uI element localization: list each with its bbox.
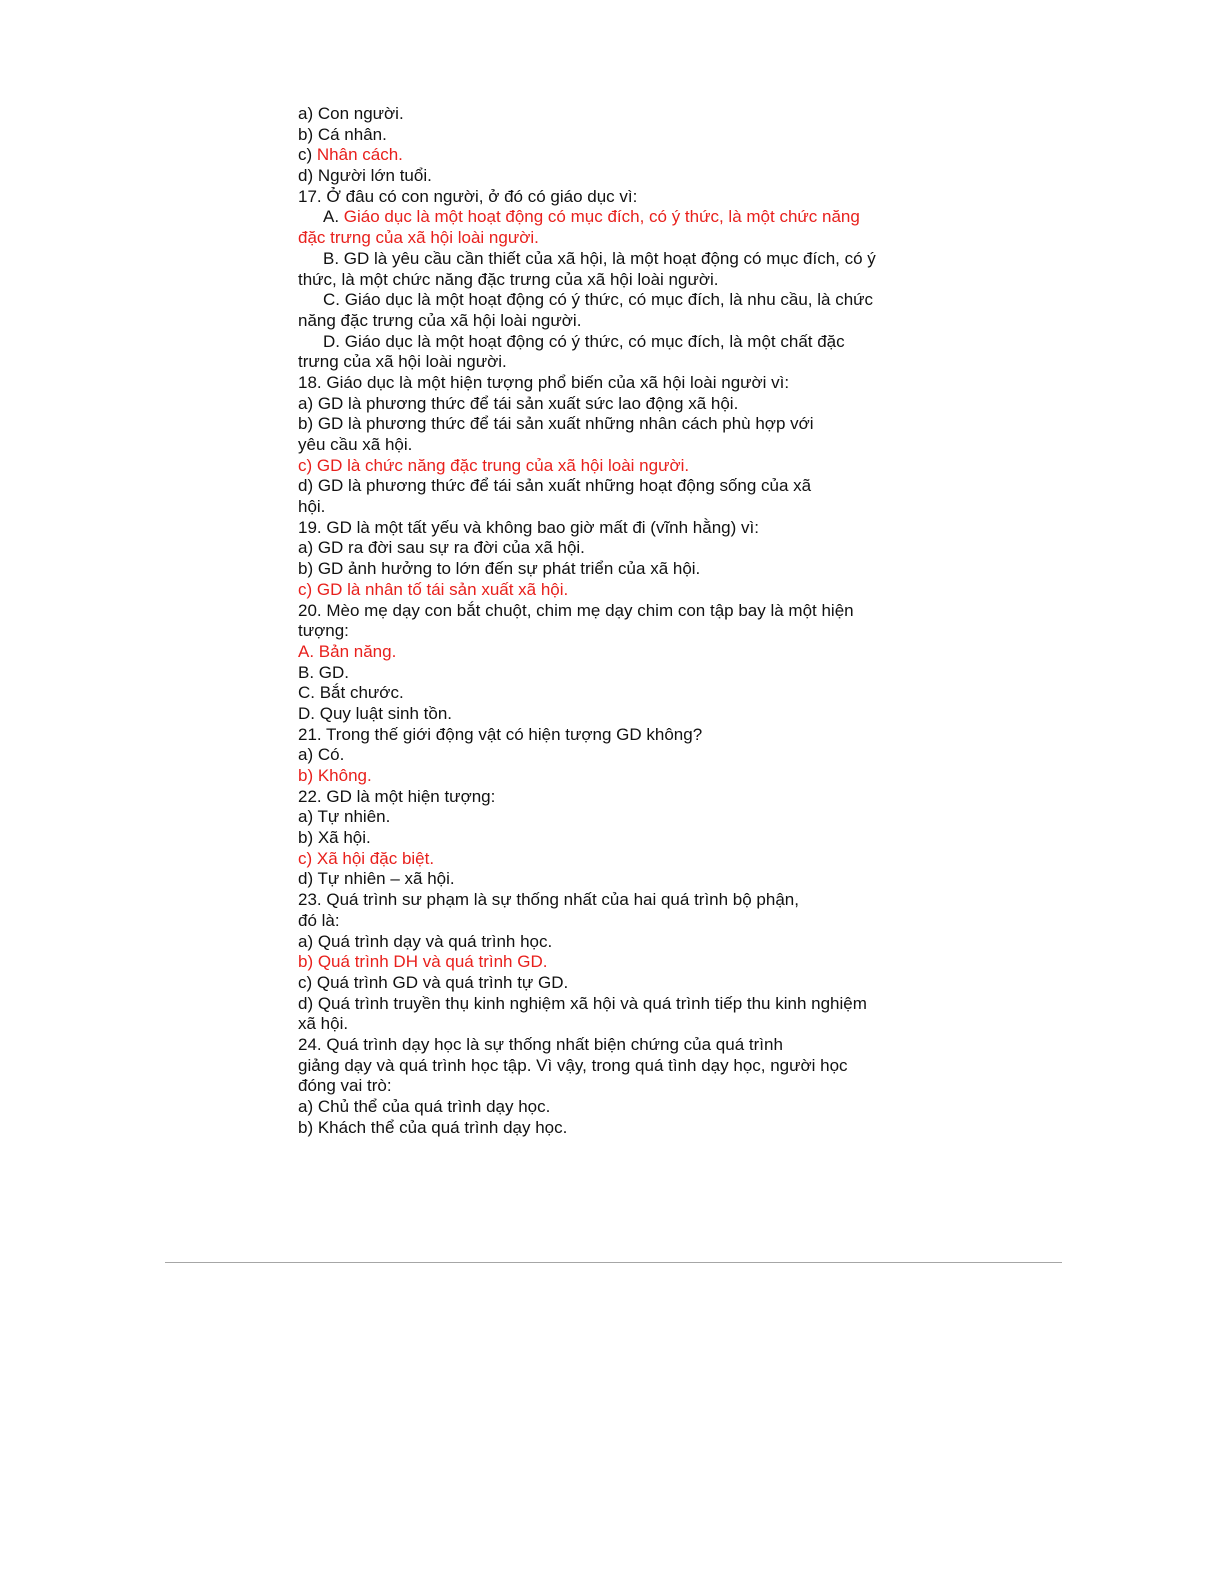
text-line: a) Tự nhiên. xyxy=(298,807,391,827)
text-line: b) Xã hội. xyxy=(298,828,371,848)
line-prefix: c) xyxy=(298,145,317,165)
text-line: d) Tự nhiên – xã hội. xyxy=(298,869,455,889)
highlighted-answer: Giáo dục là một hoạt động có mục đích, có ý thức, là một chức năng xyxy=(343,207,860,227)
highlighted-answer: Nhân cách. xyxy=(316,145,403,165)
text-line: hội. xyxy=(298,497,326,517)
text-line: 19. GD là một tất yếu và không bao giờ mất đi (vĩnh hằng) vì: xyxy=(298,517,759,537)
text-line: đó là: xyxy=(298,910,340,930)
text-line: yêu cầu xã hội. xyxy=(298,435,413,454)
line-prefix: A. xyxy=(323,207,344,227)
text-line: b) Quá trình DH và quá trình GD. xyxy=(298,952,548,972)
text-line: tượng: xyxy=(298,621,349,641)
text-line: trưng của xã hội loài người. xyxy=(298,352,507,372)
text-line: A. Bản năng. xyxy=(298,641,397,661)
text-line: c) Xã hội đặc biệt. xyxy=(298,848,435,868)
text-line: D. Quy luật sinh tồn. xyxy=(298,703,453,723)
text-line: a) GD là phương thức để tái sản xuất sức lao động xã hội. xyxy=(298,393,739,413)
page-divider xyxy=(165,1262,1062,1263)
text-line: d) GD là phương thức để tái sản xuất những hoạt động sống của xã xyxy=(298,476,812,496)
text-line: 17. Ở đâu có con người, ở đó có giáo dục vì: xyxy=(298,186,638,206)
text-line: a) Chủ thể của quá trình dạy học. xyxy=(298,1097,551,1116)
text-line: 21. Trong thế giới động vật có hiện tượng GD không? xyxy=(298,724,703,744)
text-line: năng đặc trưng của xã hội loài người. xyxy=(298,310,582,330)
text-line: b) Cá nhân. xyxy=(298,124,387,144)
text-line xyxy=(298,207,938,228)
text-line: B. GD là yêu cầu cần thiết của xã hội, là một hoạt động có mục đích, có ý xyxy=(323,248,876,268)
text-line: 23. Quá trình sư phạm là sự thống nhất của hai quá trình bộ phận, xyxy=(298,890,799,910)
text-line: C. Bắt chước. xyxy=(298,683,404,703)
text-line: b) Khách thể của quá trình dạy học. xyxy=(298,1117,568,1137)
text-line: đóng vai trò: xyxy=(298,1076,392,1096)
text-line: b) Không. xyxy=(298,766,372,785)
text-line: b) GD là phương thức để tái sản xuất những nhân cách phù hợp với xyxy=(298,414,814,434)
text-line: a) Có. xyxy=(298,745,345,765)
text-line: D. Giáo dục là một hoạt động có ý thức, có mục đích, là một chất đặc xyxy=(323,331,845,351)
text-line: đặc trưng của xã hội loài người. xyxy=(298,228,539,248)
text-line xyxy=(298,145,938,166)
text-line: B. GD. xyxy=(298,662,350,682)
text-line: a) GD ra đời sau sự ra đời của xã hội. xyxy=(298,538,585,558)
text-line: C. Giáo dục là một hoạt động có ý thức, có mục đích, là nhu cầu, là chức xyxy=(323,290,874,310)
text-line: 24. Quá trình dạy học là sự thống nhất biện chứng của quá trình xyxy=(298,1034,783,1054)
text-line: c) Quá trình GD và quá trình tự GD. xyxy=(298,972,569,992)
text-line: thức, là một chức năng đặc trưng của xã hội loài người. xyxy=(298,269,719,289)
text-line: xã hội. xyxy=(298,1014,349,1034)
text-line: c) GD là chức năng đặc trung của xã hội loài người. xyxy=(298,455,690,475)
text-line: c) GD là nhân tố tái sản xuất xã hội. xyxy=(298,579,569,599)
text-line: 18. Giáo dục là một hiện tượng phổ biến của xã hội loài người vì: xyxy=(298,372,790,392)
text-line: d) Quá trình truyền thụ kinh nghiệm xã hội và quá trình tiếp thu kinh nghiệm xyxy=(298,993,867,1013)
text-line: 20. Mèo mẹ dạy con bắt chuột, chim mẹ dạy chim con tập bay là một hiện xyxy=(298,600,854,620)
text-line: d) Người lớn tuổi. xyxy=(298,166,432,186)
text-line: giảng dạy và quá trình học tập. Vì vậy, trong quá tình dạy học, người học xyxy=(298,1055,848,1075)
text-line: b) GD ảnh hưởng to lớn đến sự phát triển của xã hội. xyxy=(298,559,701,579)
question-list xyxy=(298,104,938,1138)
text-line: a) Quá trình dạy và quá trình học. xyxy=(298,931,553,951)
text-line: a) Con người. xyxy=(298,104,404,123)
text-line: 22. GD là một hiện tượng: xyxy=(298,786,496,806)
